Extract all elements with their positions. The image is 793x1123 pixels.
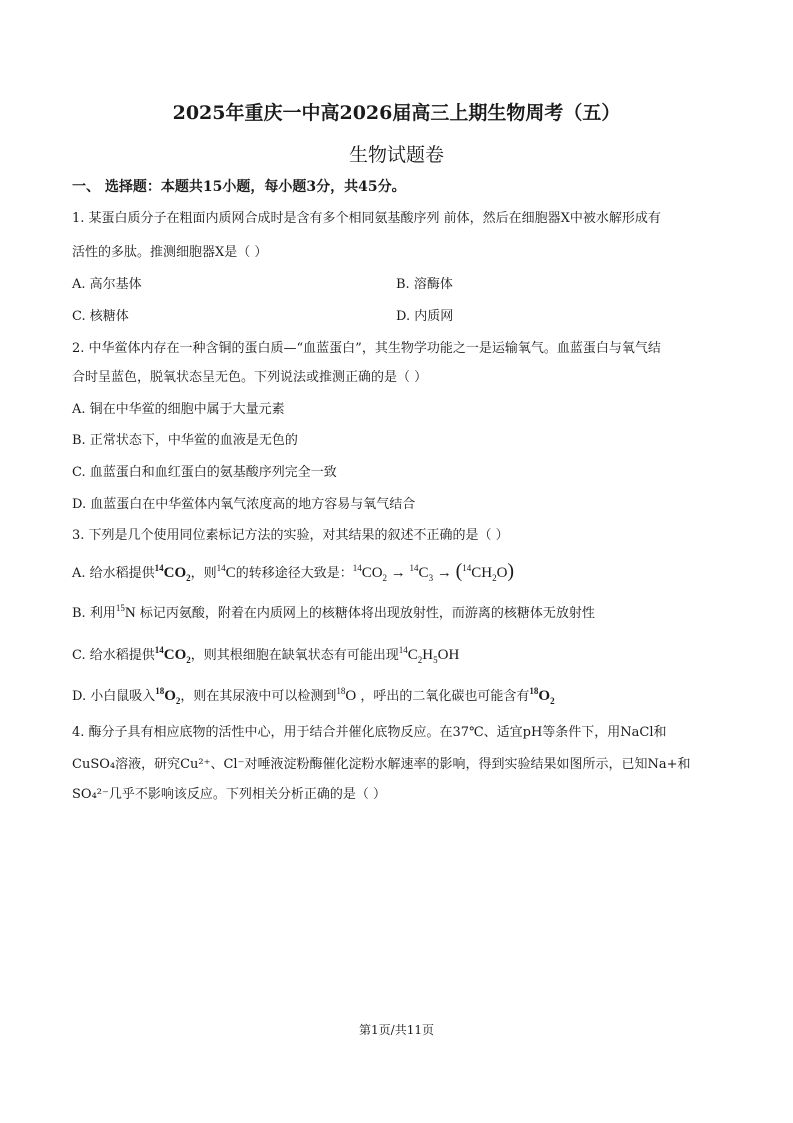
q3-stem: 3. 下列是几个使用同位素标记方法的实验，对其结果的叙述不正确的是（ ） bbox=[72, 528, 509, 543]
14c-formula: $^{14}$C bbox=[216, 563, 236, 581]
q1-option-c: C. 核糖体 bbox=[72, 309, 129, 324]
18o-formula: $^{18}$O bbox=[336, 686, 357, 704]
q3-option-c: C. 给水稻提供$^{14}CO_2$，则其根细胞在缺氧状态有可能出现$^{14}C_2H_5OH$ bbox=[72, 645, 460, 665]
14co2-formula: $^{14}CO_2$ bbox=[154, 645, 191, 665]
section-heading: 一、 选择题：本题共15小题，每小题3分，共45分。 bbox=[72, 179, 406, 195]
q2-stem-line2: 合时呈蓝色，脱氧状态呈无色。下列说法或推测正确的是（ ） bbox=[72, 370, 428, 385]
q2-option-d: D. 血蓝蛋白在中华鲎体内氧气浓度高的地方容易与氧气结合 bbox=[72, 497, 416, 512]
q3-option-d: D. 小白鼠吸入$^{18}O_2$，则在其尿液中可以检测到$^{18}$O ，呼出的二氧化碳也可能含有$^{18}O_2$ bbox=[72, 686, 555, 706]
18o2-formula: $^{18}O_2$ bbox=[155, 686, 181, 706]
q2-option-a: A. 铜在中华鲎的细胞中属于大量元素 bbox=[72, 402, 285, 417]
14co2-formula: $^{14}CO_2$ bbox=[154, 563, 191, 583]
q3-option-a: A. 给水稻提供$^{14}CO_2$，则$^{14}$C的转移途径大致是：$^{14}CO_2 \to ^{14}C_3 \to (^{14}CH_2O)$ bbox=[72, 560, 515, 583]
exam-subtitle: 生物试题卷 bbox=[348, 144, 444, 166]
q1-stem-line1: 1. 某蛋白质分子在粗面内质网合成时是含有多个相同氨基酸序列 前体，然后在细胞器X中被水解形成有 bbox=[72, 211, 661, 226]
q2-option-b: B. 正常状态下，中华鲎的血液是无色的 bbox=[72, 433, 298, 448]
carbon-pathway: $^{14}CO_2 \to ^{14}C_3 \to (^{14}CH_2O)$ bbox=[352, 560, 515, 583]
q1-option-b: B. 溶酶体 bbox=[396, 277, 453, 292]
q4-stem-line2: CuSO₄溶液，研究Cu²⁺、Cl⁻对唾液淀粉酶催化淀粉水解速率的影响，得到实验结果如图所示，已知Na+和 bbox=[72, 757, 691, 772]
page-footer: 第1页/共11页 bbox=[359, 1023, 434, 1037]
q1-option-a: A. 高尔基体 bbox=[72, 277, 142, 292]
exam-title: 2025年重庆一中高2026届高三上期生物周考（五） bbox=[172, 102, 621, 124]
q2-stem-line1: 2. 中华鲎体内存在一种含铜的蛋白质—“血蓝蛋白”，其生物学功能之一是运输氧气。血蓝蛋白与氧气结 bbox=[72, 341, 661, 356]
q1-stem-line2: 活性的多肽。推测细胞器X是（ ） bbox=[72, 245, 268, 260]
q4-stem-line1: 4. 酶分子具有相应底物的活性中心，用于结合并催化底物反应。在37℃、适宜pH等条件下，用NaCl和 bbox=[72, 725, 667, 740]
q4-stem-line3: SO₄²⁻几乎不影响该反应。下列相关分析正确的是（ ） bbox=[72, 787, 386, 802]
15n-formula: $^{15}$N bbox=[115, 603, 136, 621]
ethanol-formula: $^{14}C_2H_5OH$ bbox=[398, 645, 460, 665]
q2-option-c: C. 血蓝蛋白和血红蛋白的氨基酸序列完全一致 bbox=[72, 465, 337, 480]
q1-option-d: D. 内质网 bbox=[396, 309, 454, 324]
18o2-formula-2: $^{18}O_2$ bbox=[529, 686, 555, 706]
q3-option-b: B. 利用$^{15}$N 标记丙氨酸，附着在内质网上的核糖体将出现放射性，而游离的核糖体无放射性 bbox=[72, 603, 595, 621]
